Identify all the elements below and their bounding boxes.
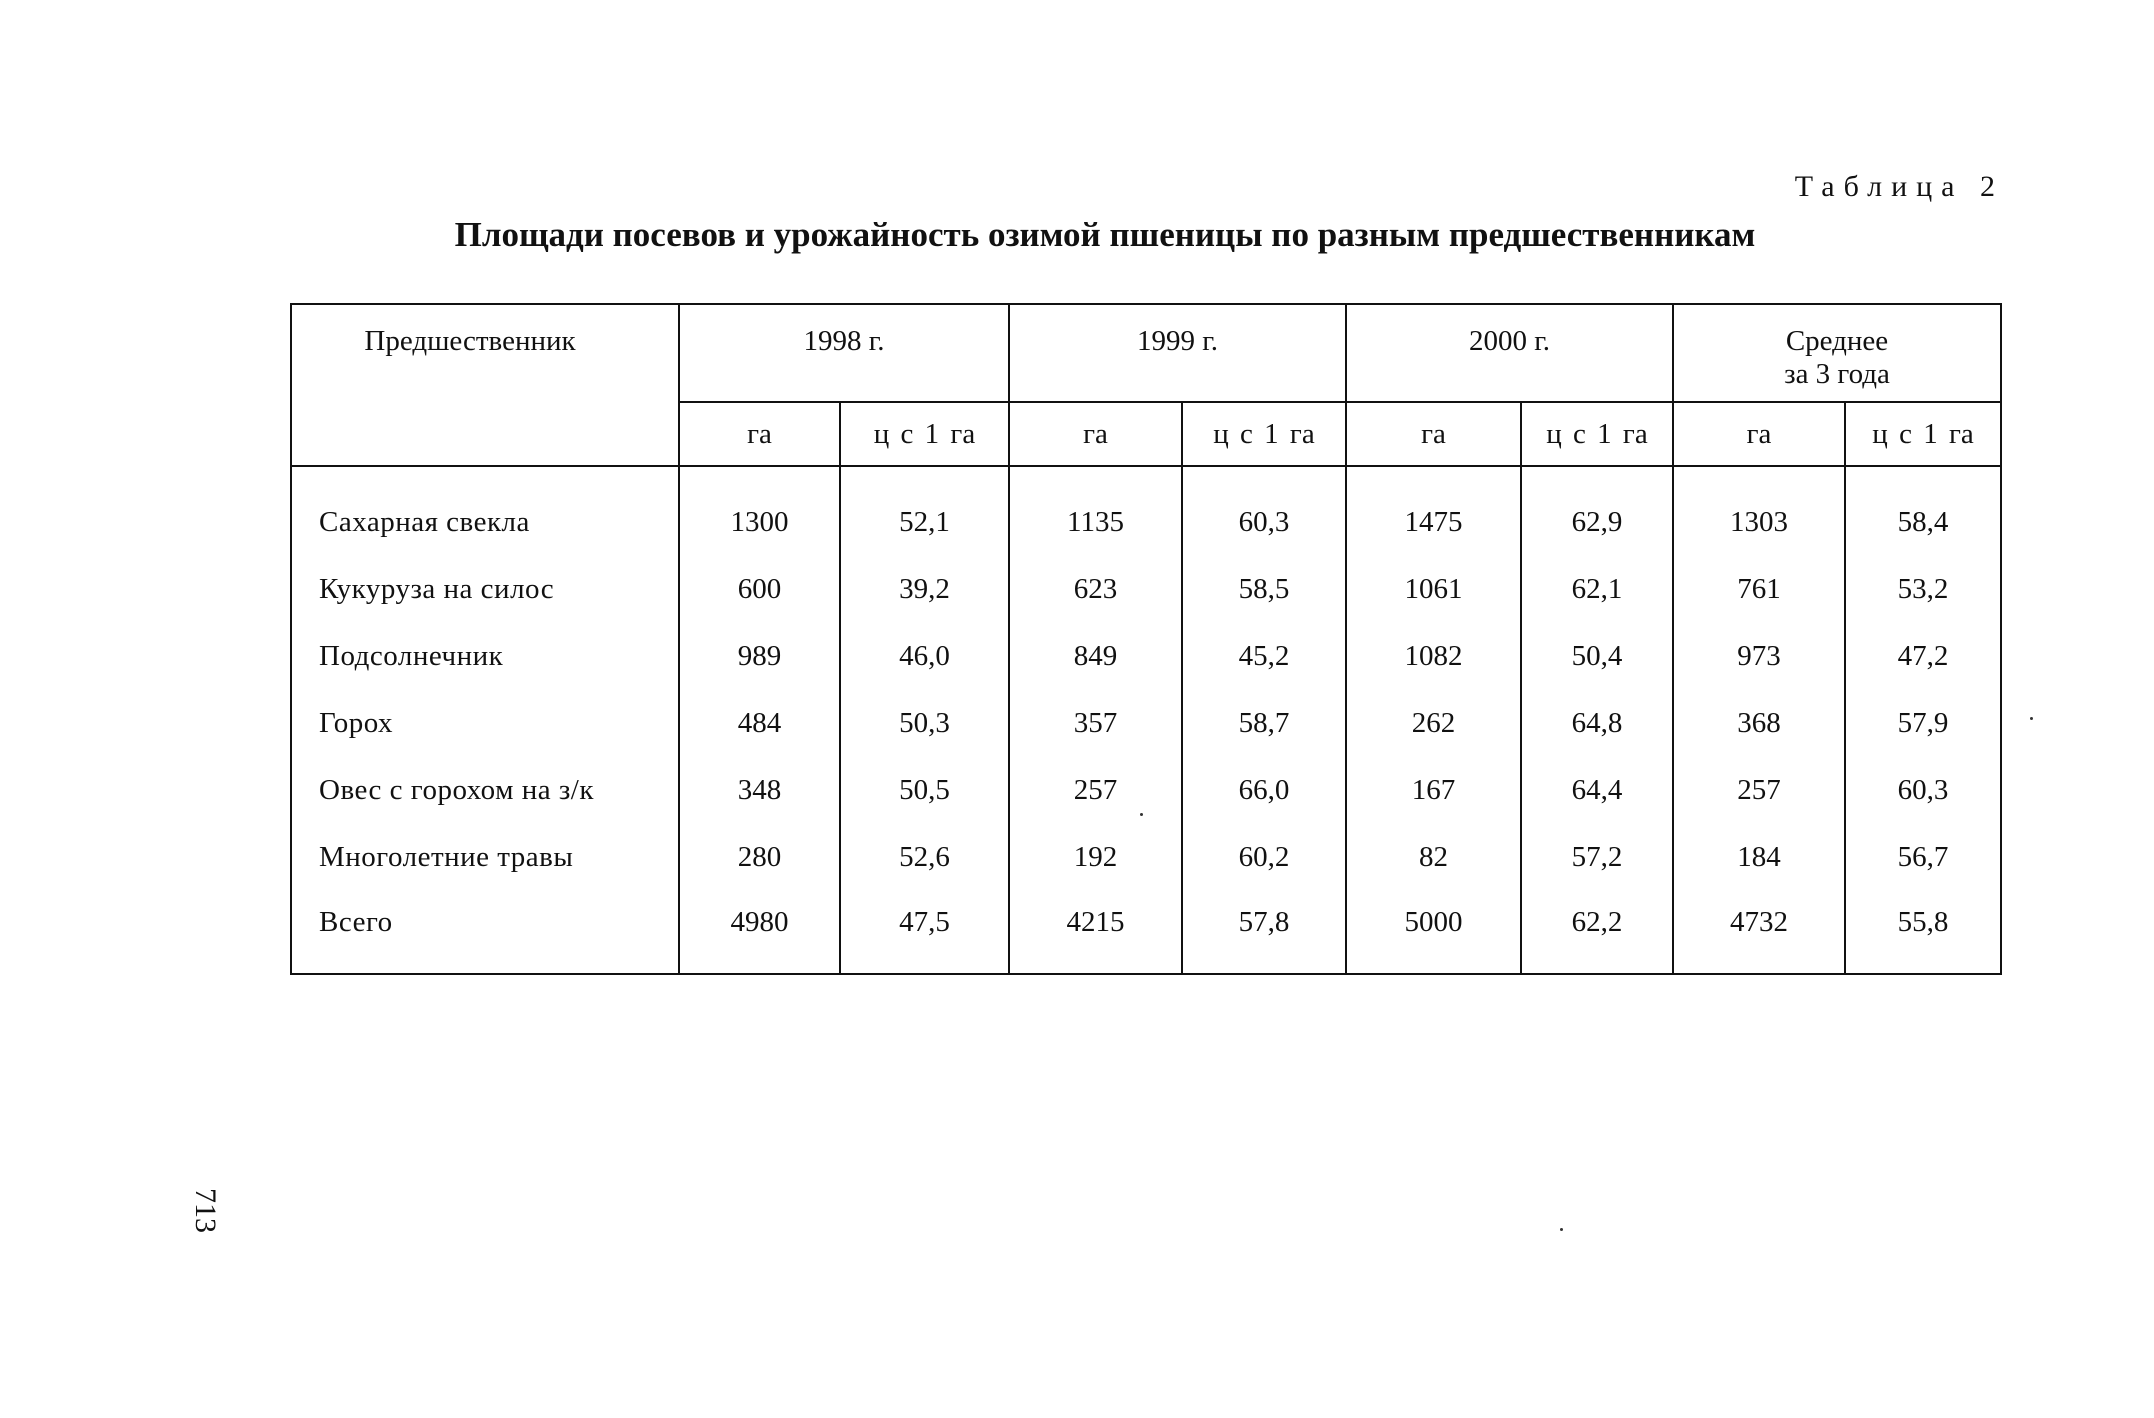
cell-2000-area: 167 <box>1346 757 1521 824</box>
page-number: 713 <box>189 1188 222 1233</box>
cell-2000-yield: 57,2 <box>1521 824 1673 891</box>
cell-1998-area: 348 <box>679 757 840 824</box>
cell-1998-area: 280 <box>679 824 840 891</box>
cell-1999-area: 257 <box>1009 757 1182 824</box>
cell-1998-area: 1300 <box>679 466 840 556</box>
table-row <box>291 556 2001 623</box>
cell-avg-yield: 60,3 <box>1845 757 2001 824</box>
cell-avg-area: 4732 <box>1673 891 1845 974</box>
scan-speck <box>1560 1228 1563 1231</box>
scan-speck <box>2030 717 2033 720</box>
cell-avg-area: 184 <box>1673 824 1845 891</box>
header-unit-area: га <box>1673 402 1845 466</box>
cell-2000-yield: 62,1 <box>1521 556 1673 623</box>
cell-avg-yield: 53,2 <box>1845 556 2001 623</box>
cell-1998-yield: 50,3 <box>840 690 1009 757</box>
cell-2000-yield: 62,2 <box>1521 891 1673 974</box>
header-unit-yield: ц с 1 га <box>1845 402 2001 466</box>
header-unit-area: га <box>1009 402 1182 466</box>
cell-1999-area: 849 <box>1009 623 1182 690</box>
cell-1998-area: 484 <box>679 690 840 757</box>
row-name: Сахарная свекла <box>291 466 679 556</box>
cell-2000-area: 82 <box>1346 824 1521 891</box>
cell-2000-area: 262 <box>1346 690 1521 757</box>
cell-avg-yield: 55,8 <box>1845 891 2001 974</box>
header-unit-area: га <box>1346 402 1521 466</box>
table-row <box>291 824 2001 891</box>
cell-2000-yield: 50,4 <box>1521 623 1673 690</box>
row-name: Овес с горохом на з/к <box>291 757 679 824</box>
header-average-line1: Среднее <box>1785 325 1889 357</box>
cell-2000-yield: 64,4 <box>1521 757 1673 824</box>
cell-1999-yield: 45,2 <box>1182 623 1346 690</box>
cell-2000-area: 1082 <box>1346 623 1521 690</box>
cell-1999-area: 192 <box>1009 824 1182 891</box>
table-row-total <box>291 891 2001 974</box>
cell-1998-yield: 52,6 <box>840 824 1009 891</box>
cell-avg-yield: 57,9 <box>1845 690 2001 757</box>
cell-2000-area: 1475 <box>1346 466 1521 556</box>
header-average <box>1673 304 2001 402</box>
header-unit-yield: ц с 1 га <box>840 402 1009 466</box>
crop-table <box>290 303 2002 975</box>
table-row <box>291 466 2001 556</box>
cell-1999-yield: 58,7 <box>1182 690 1346 757</box>
table-row <box>291 623 2001 690</box>
header-average-line2: за 3 года <box>1784 358 1890 390</box>
cell-1999-yield: 60,3 <box>1182 466 1346 556</box>
header-unit-yield: ц с 1 га <box>1182 402 1346 466</box>
header-year-1999: 1999 г. <box>1009 304 1346 402</box>
cell-1998-yield: 46,0 <box>840 623 1009 690</box>
header-year-1998: 1998 г. <box>679 304 1009 402</box>
cell-2000-yield: 62,9 <box>1521 466 1673 556</box>
cell-2000-yield: 64,8 <box>1521 690 1673 757</box>
cell-avg-area: 973 <box>1673 623 1845 690</box>
row-name: Всего <box>291 891 679 974</box>
cell-1999-area: 357 <box>1009 690 1182 757</box>
cell-1999-yield: 58,5 <box>1182 556 1346 623</box>
table-row <box>291 757 2001 824</box>
cell-1999-area: 4215 <box>1009 891 1182 974</box>
cell-2000-area: 1061 <box>1346 556 1521 623</box>
cell-1998-area: 989 <box>679 623 840 690</box>
table-row <box>291 690 2001 757</box>
cell-avg-yield: 47,2 <box>1845 623 2001 690</box>
scan-speck <box>1140 813 1143 816</box>
cell-1998-area: 4980 <box>679 891 840 974</box>
cell-1999-yield: 57,8 <box>1182 891 1346 974</box>
cell-avg-area: 368 <box>1673 690 1845 757</box>
row-name: Подсолнечник <box>291 623 679 690</box>
header-unit-yield: ц с 1 га <box>1521 402 1673 466</box>
cell-avg-area: 761 <box>1673 556 1845 623</box>
cell-1998-yield: 47,5 <box>840 891 1009 974</box>
cell-1999-yield: 66,0 <box>1182 757 1346 824</box>
cell-avg-area: 257 <box>1673 757 1845 824</box>
cell-avg-yield: 58,4 <box>1845 466 2001 556</box>
cell-1998-yield: 52,1 <box>840 466 1009 556</box>
header-year-2000: 2000 г. <box>1346 304 1673 402</box>
row-name: Кукуруза на силос <box>291 556 679 623</box>
cell-1999-area: 623 <box>1009 556 1182 623</box>
row-name: Многолетние травы <box>291 824 679 891</box>
cell-1998-area: 600 <box>679 556 840 623</box>
cell-1999-yield: 60,2 <box>1182 824 1346 891</box>
cell-1998-yield: 50,5 <box>840 757 1009 824</box>
cell-1999-area: 1135 <box>1009 466 1182 556</box>
cell-2000-area: 5000 <box>1346 891 1521 974</box>
cell-1998-yield: 39,2 <box>840 556 1009 623</box>
cell-avg-yield: 56,7 <box>1845 824 2001 891</box>
table-number-label: Таблица 2 <box>1794 170 2004 203</box>
header-unit-area: га <box>679 402 840 466</box>
cell-avg-area: 1303 <box>1673 466 1845 556</box>
table-title: Площади посевов и урожайность озимой пшеницы по разным предшественникам <box>454 215 1756 254</box>
row-name: Горох <box>291 690 679 757</box>
header-predecessor: Предшественник <box>291 304 679 466</box>
